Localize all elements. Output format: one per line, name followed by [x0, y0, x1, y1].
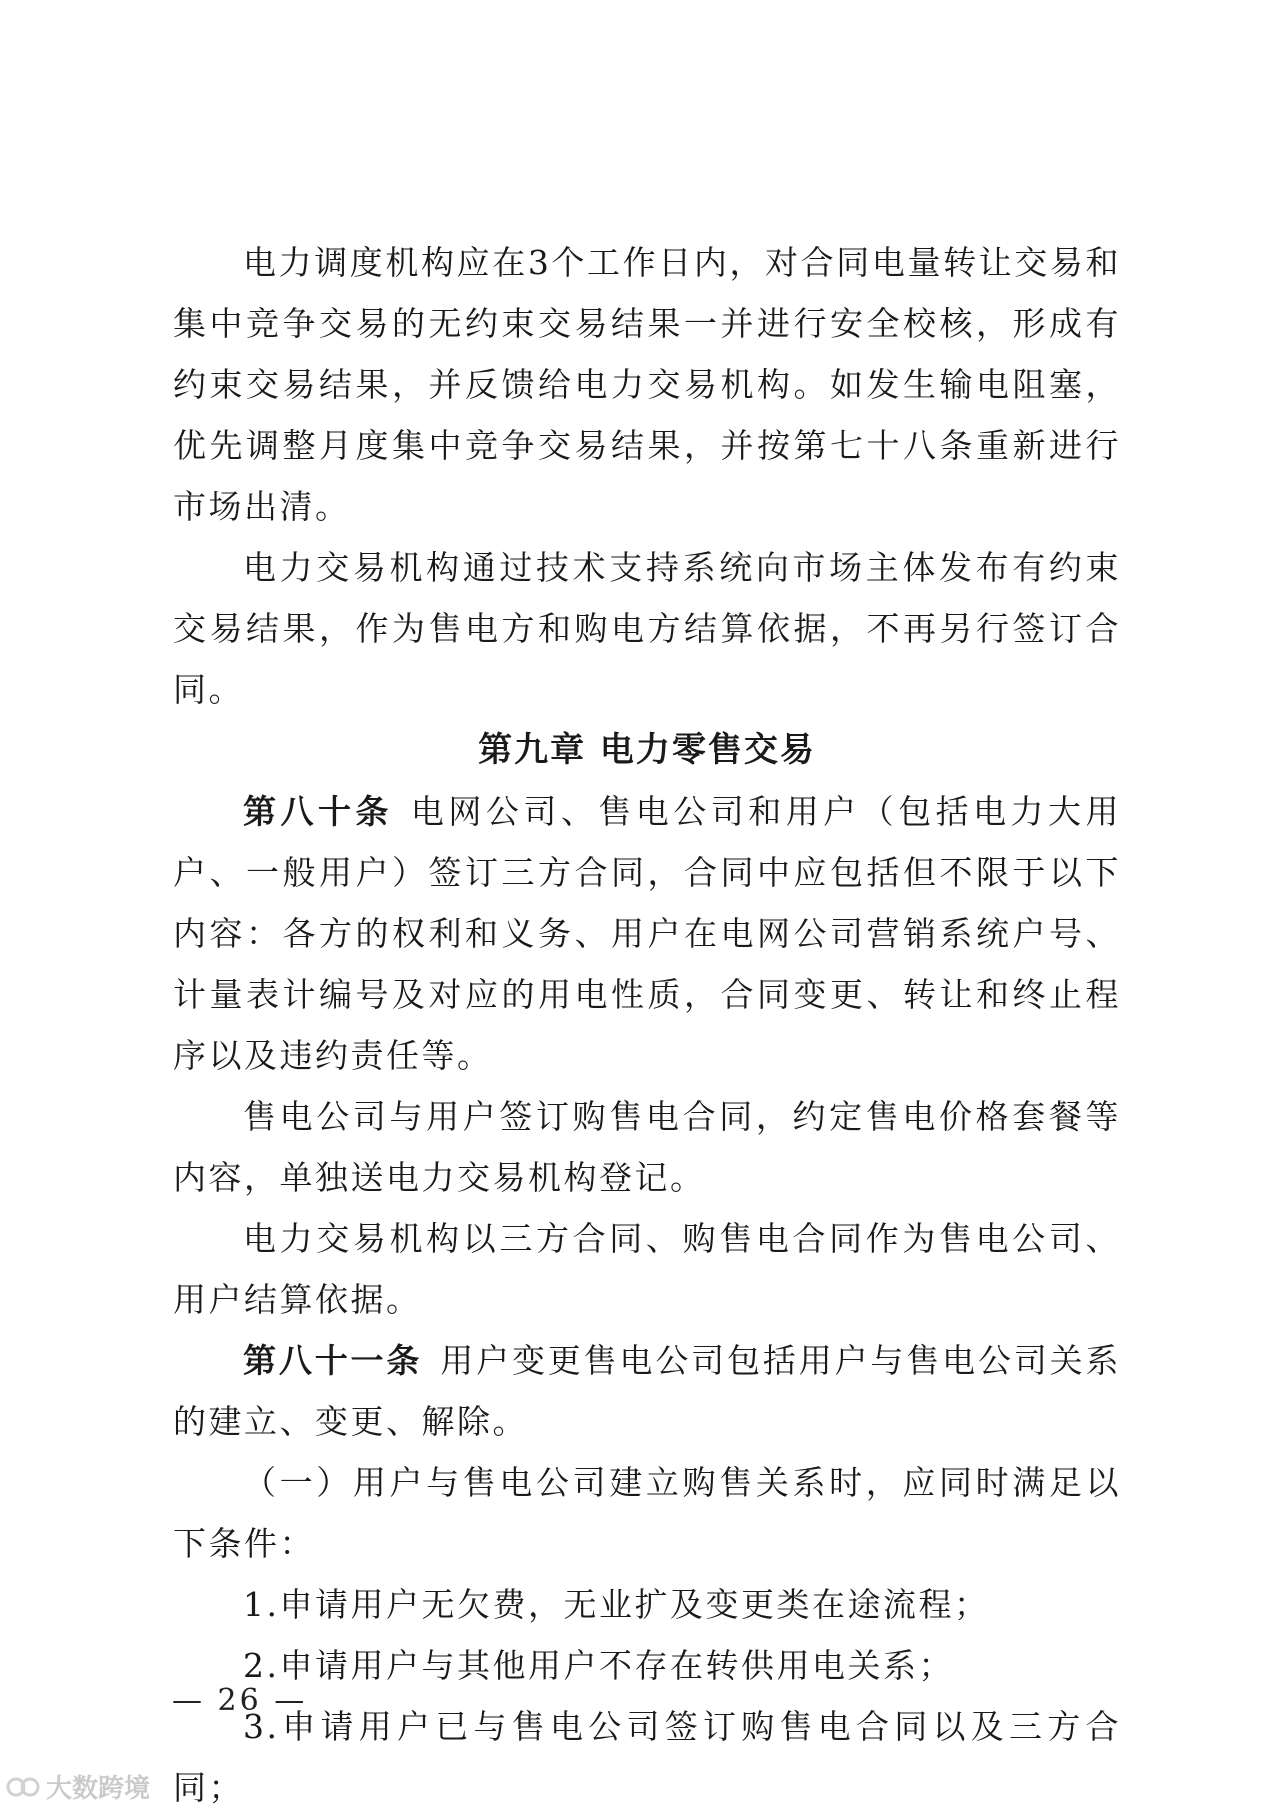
- article-80-heading: 第八十条: [243, 792, 393, 831]
- list-item: 3.申请用户已与售电公司签订购售电合同以及三方合同；: [173, 1707, 1121, 1807]
- page-content: [173, 232, 1121, 1818]
- article-81-text: 用户变更售电公司包括用户与售电公司关系的建立、变更、解除。: [173, 1341, 1122, 1441]
- article-81-sub-1: （一）用户与售电公司建立购售关系时，应同时满足以下条件：: [173, 1463, 1121, 1563]
- article-80-text: 电网公司、售电公司和用户（包括电力大用户、一般用户）签订三方合同，合同中应包括但不限于以下内容：各方的权利和义务、用户在电网公司营销系统户号、计量表计编号及对应的用电性质，合同变更、转让和终止程序以及违约责任等。: [173, 792, 1122, 1075]
- watermark-text: 大数跨境: [46, 1774, 151, 1804]
- list-item: 2.申请用户与其他用户不存在转供用电关系；: [243, 1646, 954, 1685]
- paragraph-dispatch-check: 电力调度机构应在3个工作日内，对合同电量转让交易和集中竞争交易的无约束交易结果一并进行安全校核，形成有约束交易结果，并反馈给电力交易机构。如发生输电阻塞，优先调整月度集中竞争交易结果，并按第七十八条重新进行市场出清。: [173, 243, 1121, 526]
- article-80-paragraph-3: 电力交易机构以三方合同、购售电合同作为售电公司、用户结算依据。: [173, 1219, 1121, 1319]
- watermark-logo-icon: [6, 1772, 40, 1802]
- page-number: — 26 —: [172, 1683, 308, 1718]
- list-item: 1.申请用户无欠费，无业扩及变更类在途流程；: [243, 1585, 990, 1624]
- article-81-heading: 第八十一条: [243, 1341, 423, 1380]
- article-81-paragraph: [173, 1330, 1121, 1452]
- watermark: [6, 1768, 150, 1805]
- article-80-paragraph: [173, 781, 1121, 1086]
- paragraph-trade-result-publish: 电力交易机构通过技术支持系统向市场主体发布有约束交易结果，作为售电方和购电方结算依据，不再另行签订合同。: [173, 548, 1121, 709]
- article-80-paragraph-2: 售电公司与用户签订购售电合同，约定售电价格套餐等内容，单独送电力交易机构登记。: [173, 1097, 1121, 1197]
- chapter-title: 第九章 电力零售交易: [478, 730, 816, 770]
